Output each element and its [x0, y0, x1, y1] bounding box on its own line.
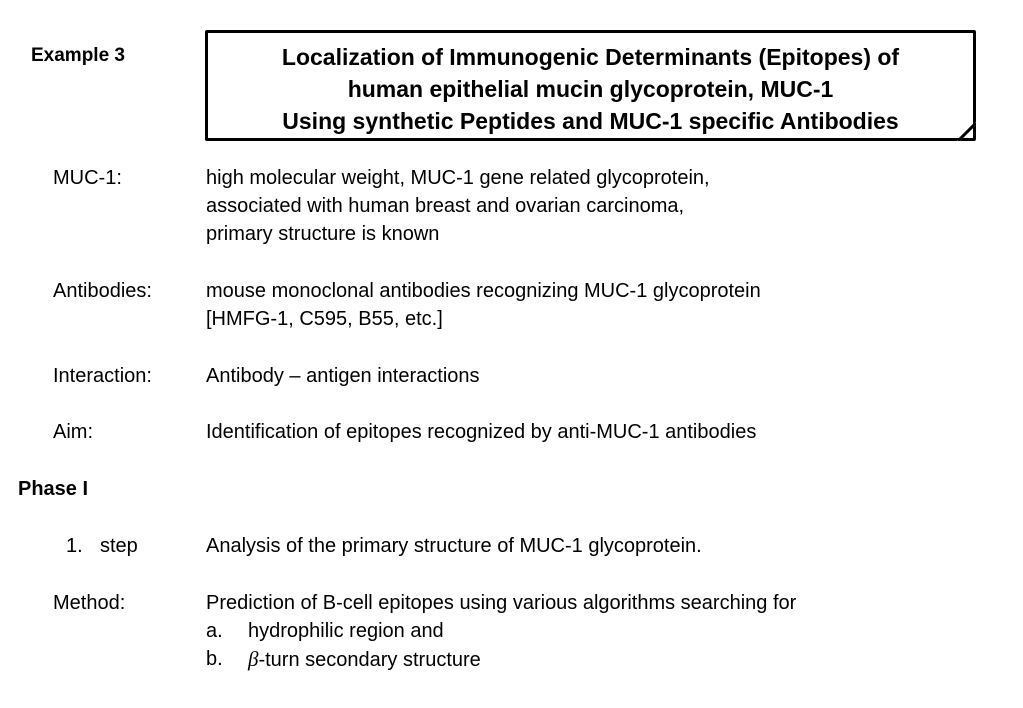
definition-label-antibodies: Antibodies:	[53, 280, 152, 302]
example-label: Example 3	[31, 45, 125, 66]
title-line-2: human epithelial mucin glycoprotein, MUC-1	[347, 76, 834, 102]
definition-text-interaction: Antibody – antigen interactions	[206, 365, 480, 387]
method-item-text-a: hydrophilic region and	[248, 620, 444, 642]
beta-symbol: β	[248, 647, 259, 671]
method-label: Method:	[53, 592, 126, 614]
method-item-b	[248, 647, 481, 672]
step-text: Analysis of the primary structure of MUC-1 glycoprotein.	[206, 535, 702, 557]
definition-label-muc1: MUC-1:	[53, 167, 122, 189]
method-item-marker-a: a.	[206, 620, 223, 642]
definition-text-antibodies-line2: [HMFG-1, C595, B55, etc.]	[206, 308, 443, 330]
method-item-marker-b: b.	[206, 648, 223, 670]
title-line-1: Localization of Immunogenic Determinants (Epitopes) of	[281, 44, 900, 70]
definition-text-muc1-line3: primary structure is known	[206, 223, 440, 245]
definition-label-aim: Aim:	[53, 421, 93, 443]
definition-text-muc1-line2: associated with human breast and ovarian carcinoma,	[206, 195, 685, 217]
definition-label-interaction: Interaction:	[53, 365, 152, 387]
definition-text-muc1-line1: high molecular weight, MUC-1 gene related glycoprotein,	[206, 167, 710, 189]
title-line-3: Using synthetic Peptides and MUC-1 specific Antibodies	[282, 108, 899, 134]
method-text: Prediction of B-cell epitopes using various algorithms searching for	[206, 592, 797, 614]
method-item-text-b: -turn secondary structure	[258, 649, 481, 671]
step-number: 1.	[66, 535, 83, 557]
step-label: step	[100, 535, 138, 557]
phase-heading: Phase I	[18, 478, 89, 500]
definition-text-antibodies-line1: mouse monoclonal antibodies recognizing MUC-1 glycoprotein	[206, 280, 761, 302]
definition-text-aim: Identification of epitopes recognized by anti-MUC-1 antibodies	[206, 421, 757, 443]
